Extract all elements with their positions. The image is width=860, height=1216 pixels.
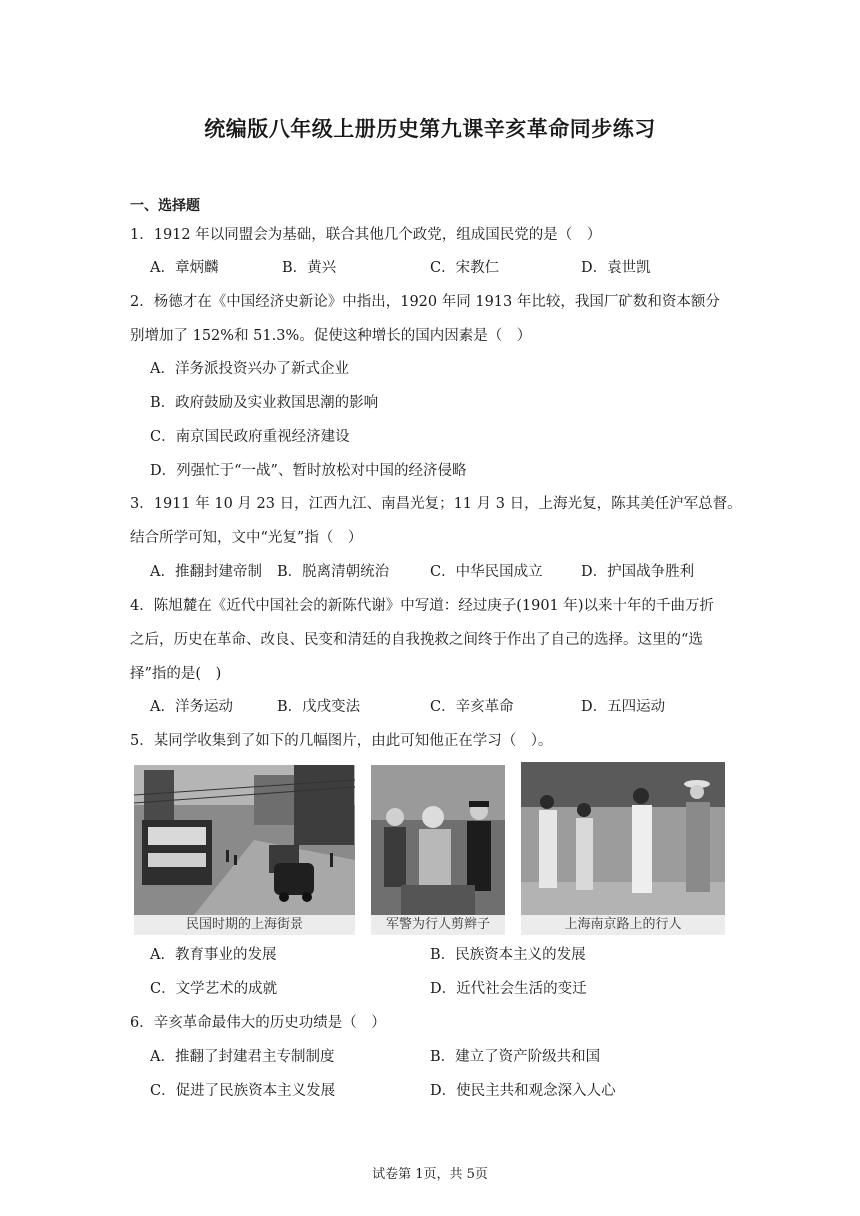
q1-option-d: D．袁世凯 xyxy=(581,260,651,276)
section-heading: 一、选择题 xyxy=(130,198,200,214)
question-2-stem-line-2: 别增加了 152%和 51.3%。促使这种增长的国内因素是（ ） xyxy=(130,328,532,344)
q4-option-c: C．辛亥革命 xyxy=(430,699,514,715)
pedestrians-image xyxy=(521,762,725,915)
street-scene-image xyxy=(134,765,355,915)
page-footer: 试卷第 1页，共 5页 xyxy=(372,1167,488,1182)
photo-nanjing-road xyxy=(521,762,725,935)
question-2-stem-line-1: 2．杨德才在《中国经济史新论》中指出，1920 年同 1913 年比较，我国厂矿数和资本额分 xyxy=(130,294,720,310)
queue-cutting-image xyxy=(371,765,505,915)
question-4-stem-line-3: 择”指的是( ) xyxy=(130,666,222,682)
q6-option-a: A．推翻了封建君主专制制度 xyxy=(150,1049,335,1065)
page-title: 统编版八年级上册历史第九课辛亥革命同步练习 xyxy=(204,117,656,141)
q3-option-a: A．推翻封建帝制 xyxy=(150,564,262,580)
q4-option-b: B．戊戌变法 xyxy=(277,699,361,715)
q3-option-c: C．中华民国成立 xyxy=(430,564,543,580)
q1-option-c: C．宋教仁 xyxy=(430,260,500,276)
q4-option-a: A．洋务运动 xyxy=(150,699,233,715)
q6-option-d: D．使民主共和观念深入人心 xyxy=(430,1083,616,1099)
question-3-stem-line-2: 结合所学可知，文中“光复”指（ ） xyxy=(130,530,363,546)
photo-caption-3: 上海南京路上的行人 xyxy=(521,915,725,935)
q5-option-b: B．民族资本主义的发展 xyxy=(430,947,586,963)
photo-shanghai-street xyxy=(134,765,355,935)
q5-option-c: C．文学艺术的成就 xyxy=(150,981,278,997)
photo-caption-2: 军警为行人剪辫子 xyxy=(371,915,505,935)
q5-option-d: D．近代社会生活的变迁 xyxy=(430,981,587,997)
question-5-stem: 5．某同学收集到了如下的几幅图片，由此可知他正在学习（ ）。 xyxy=(130,733,553,749)
q6-option-c: C．促进了民族资本主义发展 xyxy=(150,1083,336,1099)
question-1-stem: 1．1912 年以同盟会为基础，联合其他几个政党，组成国民党的是（ ） xyxy=(130,227,602,243)
q2-option-d: D．列强忙于“一战”、暂时放松对中国的经济侵略 xyxy=(150,463,467,479)
q4-option-d: D．五四运动 xyxy=(581,699,666,715)
q6-option-b: B．建立了资产阶级共和国 xyxy=(430,1049,601,1065)
q1-option-a: A．章炳麟 xyxy=(150,260,219,276)
q3-option-d: D．护国战争胜利 xyxy=(581,564,695,580)
q2-option-a: A．洋务派投资兴办了新式企业 xyxy=(150,361,349,377)
q2-option-c: C．南京国民政府重视经济建设 xyxy=(150,429,350,445)
question-4-stem-line-2: 之后，历史在革命、改良、民变和清廷的自我挽救之间终于作出了自己的选择。这里的“选 xyxy=(130,632,703,648)
question-3-stem-line-1: 3．1911 年 10 月 23 日，江西九江、南昌光复；11 月 3 日，上海光复，陈其美任沪军总督。 xyxy=(130,496,742,512)
photo-caption-1: 民国时期的上海街景 xyxy=(134,915,355,935)
photo-queue-cutting xyxy=(371,765,505,935)
q2-option-b: B．政府鼓励及实业救国思潮的影响 xyxy=(150,395,379,411)
q3-option-b: B．脱离清朝统治 xyxy=(277,564,390,580)
question-4-stem-line-1: 4．陈旭麓在《近代中国社会的新陈代谢》中写道：经过庚子(1901 年)以来十年的千曲万折 xyxy=(130,598,715,614)
q5-option-a: A．教育事业的发展 xyxy=(150,947,277,963)
q1-option-b: B．黄兴 xyxy=(282,260,337,276)
question-6-stem: 6．辛亥革命最伟大的历史功绩是（ ） xyxy=(130,1015,386,1031)
